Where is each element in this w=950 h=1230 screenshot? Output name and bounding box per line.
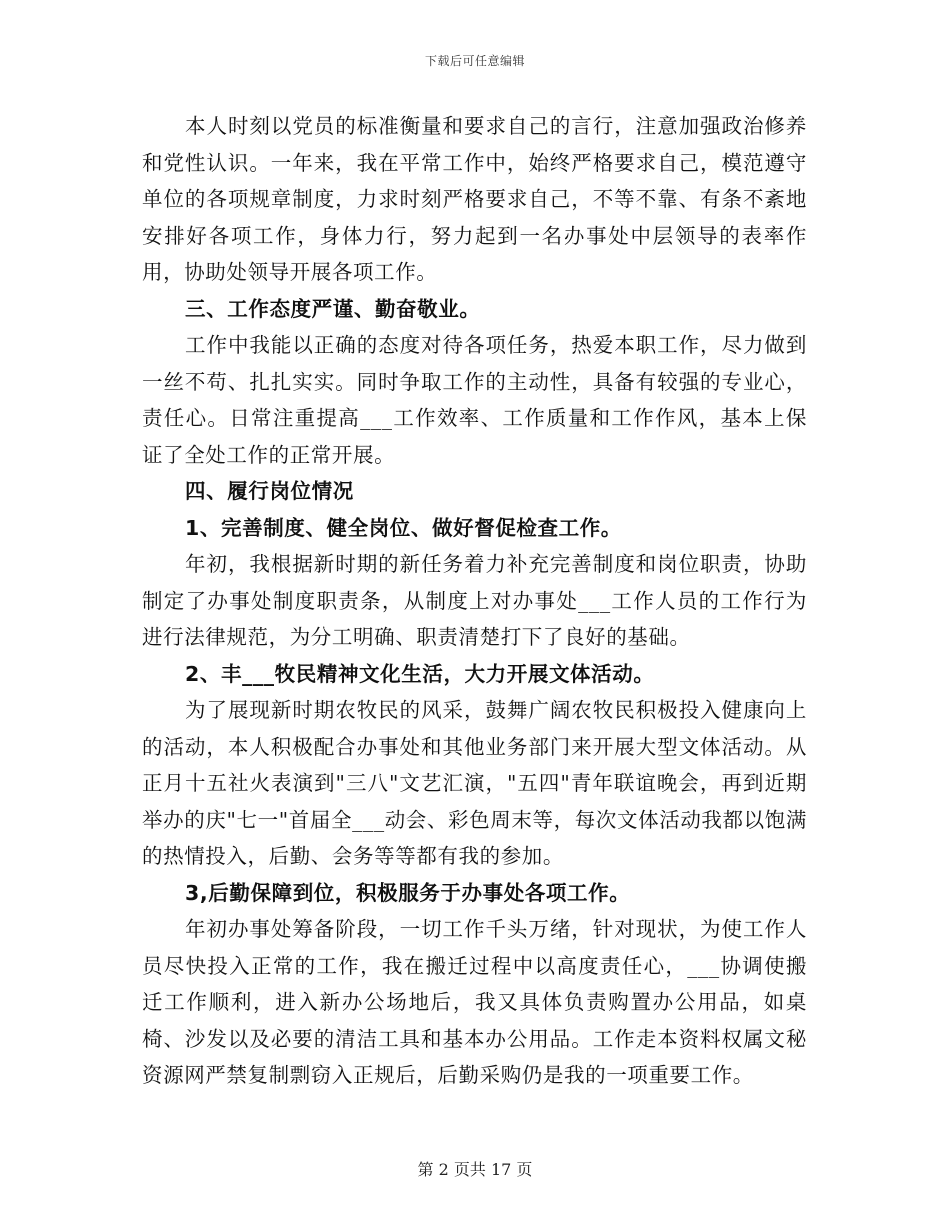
subheading-system-improvement: 1、完善制度、健全岗位、做好督促检查工作。 xyxy=(185,515,622,540)
paragraph-party-conduct: 本人时刻以党员的标准衡量和要求自己的言行，注意加强政治修养和党性认识。一年来，我在平常工作中，始终严格要求自己，模范遵守单位的各项规章制度，力求时刻严格要求自己，不等不靠、有条不紊地安排好各项工作，身体力行，努力起到一名办事处中层领导的表率作用，协助处领导开展各项工作。 xyxy=(142,114,807,284)
page-header: 下载后可任意编辑 xyxy=(424,54,525,68)
document-body xyxy=(142,108,807,1094)
paragraph-cultural-activities: 为了展现新时期农牧民的风采，鼓舞广阔农牧民积极投入健康向上的活动，本人积极配合办事处和其他业务部门来开展大型文体活动。从正月十五社火表演到"三八"文艺汇演，"五四"青年联谊晚会，再到近期举办的庆"七一"首届全___动会、彩色周末等，每次文体活动我都以饱满的热情投入，后勤、会务等等都有我的参加。 xyxy=(142,698,807,868)
heading-job-performance: 四、履行岗位情况 xyxy=(185,479,354,503)
paragraph-system-improvement: 年初，我根据新时期的新任务着力补充完善制度和岗位职责，协助制定了办事处制度职责条，从制度上对办事处___工作人员的工作行为进行法律规范，为分工明确、职责清楚打下了良好的基础。 xyxy=(142,552,807,649)
heading-work-attitude: 三、工作态度严谨、勤奋敬业。 xyxy=(185,296,481,321)
subheading-logistics: 3,后勤保障到位，积极服务于办事处各项工作。 xyxy=(185,880,631,905)
paragraph-logistics: 年初办事处筹备阶段，一切工作千头万绪，针对现状，为使工作人员尽快投入正常的工作，我在搬迁过程中以高度责任心，___协调使搬迁工作顺利，进入新办公场地后，我又具体负责购置办公用品，如桌椅、沙发以及必要的清洁工具和基本办公用品。工作走本资料权属文秘资源网严禁复制剽窃入正规后，后勤采购仍是我的一项重要工作。 xyxy=(142,917,807,1087)
page-number: 第 2 页共 17 页 xyxy=(417,1160,533,1179)
paragraph-work-attitude: 工作中我能以正确的态度对待各项任务，热爱本职工作，尽力做到一丝不苟、扎扎实实。同时争取工作的主动性，具备有较强的专业心，责任心。日常注重提高___工作效率、工作质量和工作作风，基本上保证了全处工作的正常开展。 xyxy=(142,333,807,467)
subheading-cultural-activities: 2、丰___牧民精神文化生活，大力开展文体活动。 xyxy=(185,661,655,686)
